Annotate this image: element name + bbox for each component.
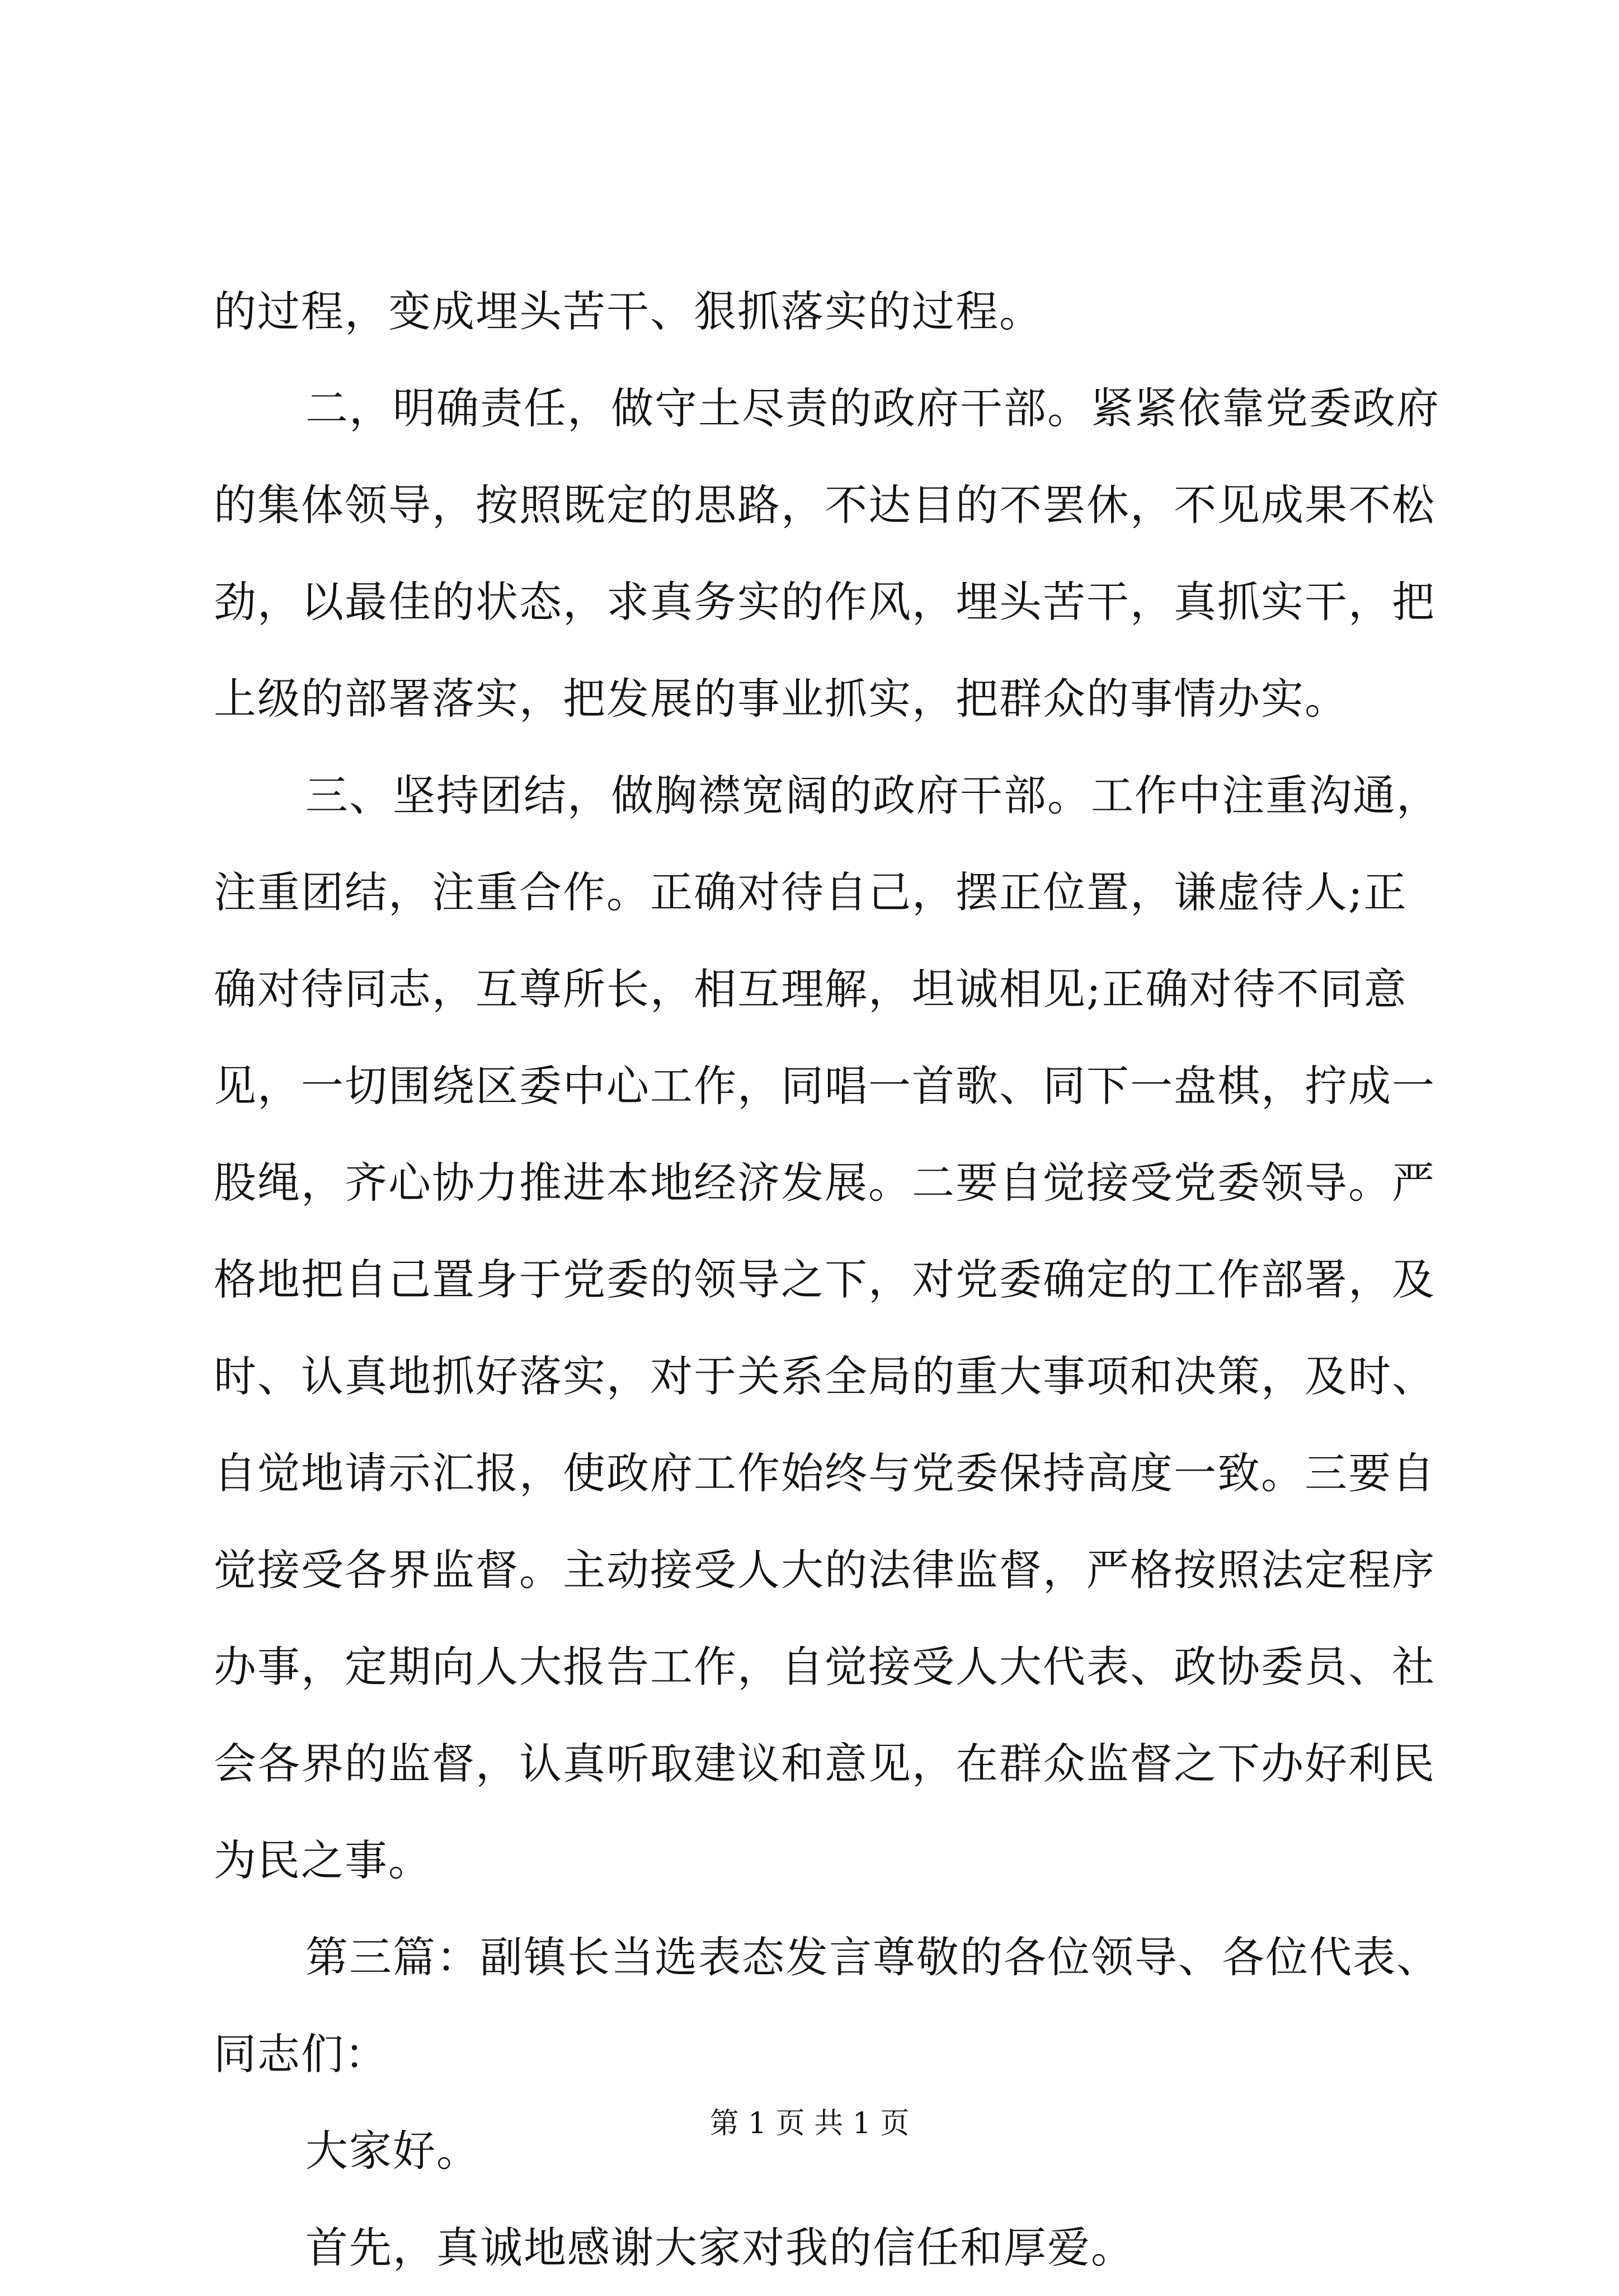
page-number-footer: 第 1 页 共 1 页 — [709, 2107, 910, 2140]
text-line: 第三篇：副镇长当选表态发言尊敬的各位领导、各位代表、 — [305, 1932, 1440, 1982]
text-line: 注重团结，注重合作。正确对待自己，摆正位置，谦虚待人;正 — [214, 867, 1408, 917]
document-body — [214, 263, 1440, 2296]
text-line: 的集体领导，按照既定的思路，不达目的不罢休，不见成果不松 — [214, 480, 1436, 530]
text-line: 大家好。 — [305, 2126, 480, 2176]
text-line: 首先，真诚地感谢大家对我的信任和厚爱。 — [305, 2223, 1135, 2272]
text-line: 格地把自己置身于党委的领导之下，对党委确定的工作部署，及 — [214, 1255, 1436, 1304]
text-line: 同志们： — [214, 2029, 388, 2079]
text-line: 会各界的监督，认真听取建议和意见，在群众监督之下办好利民 — [214, 1739, 1436, 1788]
text-line: 确对待同志，互尊所长，相互理解，坦诚相见;正确对待不同意 — [214, 964, 1408, 1014]
text-line: 二，明确责任，做守土尽责的政府干部。紧紧依靠党委政府 — [305, 383, 1440, 433]
text-line: 劲，以最佳的状态，求真务实的作风，埋头苦干，真抓实干，把 — [214, 577, 1436, 627]
text-line: 的过程，变成埋头苦干、狠抓落实的过程。 — [214, 287, 1043, 336]
text-line: 见，一切围绕区委中心工作，同唱一首歌、同下一盘棋，拧成一 — [214, 1061, 1436, 1111]
text-line: 上级的部署落实，把发展的事业抓实，把群众的事情办实。 — [214, 674, 1348, 724]
text-line: 办事，定期向人大报告工作，自觉接受人大代表、政协委员、社 — [214, 1642, 1436, 1692]
text-line: 为民之事。 — [214, 1835, 432, 1885]
text-line: 三、坚持团结，做胸襟宽阔的政府干部。工作中注重沟通， — [305, 771, 1440, 820]
text-line: 自觉地请示汇报，使政府工作始终与党委保持高度一致。三要自 — [214, 1448, 1436, 1498]
text-line: 觉接受各界监督。主动接受人大的法律监督，严格按照法定程序 — [214, 1545, 1436, 1595]
text-line: 股绳，齐心协力推进本地经济发展。二要自觉接受党委领导。严 — [214, 1158, 1436, 1208]
text-line: 时、认真地抓好落实，对于关系全局的重大事项和决策，及时、 — [214, 1351, 1436, 1401]
